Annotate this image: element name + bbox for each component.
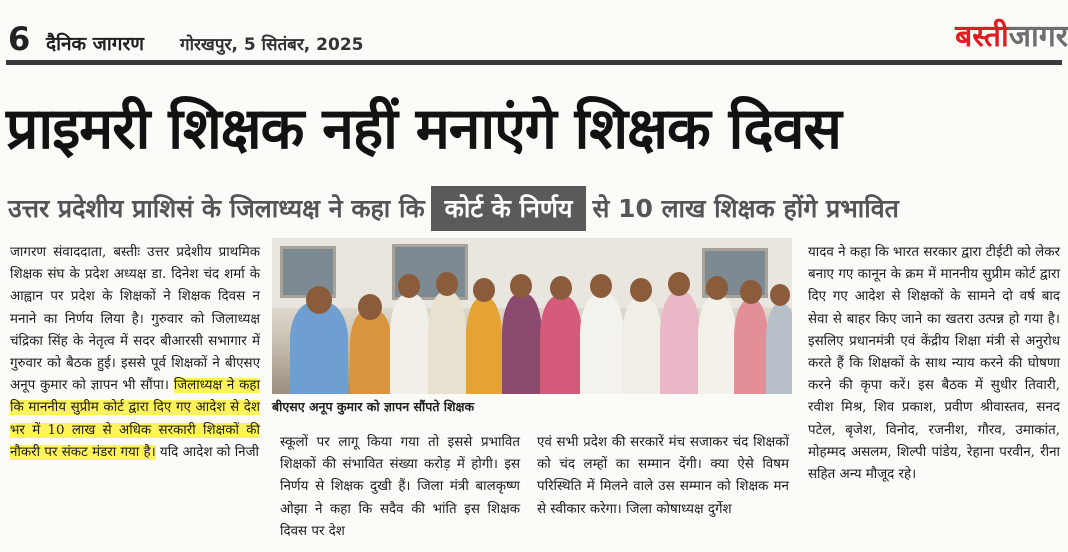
photo-person (698, 296, 736, 394)
photo-person (290, 302, 348, 394)
photo-person (660, 292, 700, 394)
article-column-3: एवं सभी प्रदेश की सरकारें मंच सजाकर चंद शिक्षकों को चंद लम्हों का सम्मान देंगी। क्या ऐसे विषम परिस्थिति में मिलने वाले उस सम्मान को शिक्षक मन से स्वीकार करेगा। जिला कोषाध्यक्ष दुर्गेश (537, 435, 789, 517)
photo-person-head (740, 280, 762, 304)
news-photo (272, 238, 792, 394)
city-date: गोरखपुर, 5 सितंबर, 2025 (180, 35, 364, 55)
article-headline: प्राइमरी शिक्षक नहीं मनाएंगे शिक्षक दिवस (6, 96, 841, 162)
photo-person-head (668, 272, 690, 296)
photo-person (502, 294, 542, 394)
subhead-lead: उत्तर प्रदेशीय प्राशिसं के जिलाध्यक्ष ने कहा कि (8, 194, 425, 223)
subhead-highlight: कोर्ट के निर्णय (431, 186, 587, 231)
photo-person-head (706, 276, 728, 300)
photo-person-head (436, 272, 458, 296)
page-number: 6 (8, 20, 31, 58)
photo-person (540, 296, 582, 394)
photo-person-head (510, 274, 532, 298)
photo-person-head (473, 278, 495, 302)
photo-person (390, 294, 430, 394)
photo-person (580, 294, 624, 394)
edition-brand-logo (955, 14, 1068, 55)
article-subhead (8, 184, 1064, 234)
photo-person (622, 298, 662, 394)
photo-person-head (398, 274, 420, 298)
brand-part-basti: बस्ती (955, 19, 1009, 54)
photo-person-head (306, 286, 332, 314)
highlighted-quote: जिलाध्यक्ष ने कहा कि माननीय सुप्रीम कोर्ट द्वारा दिए गए आदेश से देश भर में 10 लाख से अधिक सरकारी शिक्षकों की नौकरी पर संकट मंडरा गया है। (10, 378, 260, 460)
article-column-1 (10, 242, 260, 464)
masthead (0, 0, 1068, 58)
photo-person-head (590, 274, 612, 298)
photo-person-head (550, 276, 572, 300)
subhead-tail: से 10 लाख शिक्षक होंगे प्रभावित (592, 194, 899, 223)
photo-person (734, 300, 768, 394)
photo-person (350, 310, 392, 394)
photo-caption: बीएसए अनूप कुमार को ज्ञापन सौंपते शिक्षक (272, 399, 475, 414)
photo-person (766, 304, 792, 394)
photo-person-head (630, 278, 652, 302)
photo-person-head (770, 284, 790, 306)
brand-part-jagran: जागर (1008, 19, 1068, 54)
column-1-text: जागरण संवाददाता, बस्तीः उत्तर प्रदेशीय प्राथमिक शिक्षक संघ के प्रदेश अध्यक्ष डा. दिनेश चंद शर्मा के आह्वान पर प्रदेश के शिक्षकों ने शिक्षक दिवस न मनाने का निर्णय लिया है। गुरुवार को जिलाध्यक्ष चंद्रिका सिंह के नेतृत्व में सदर बीआरसी सभागार में गुरुवार को बैठक हुई। इससे पूर्व शिक्षकों ने बीएसए अनूप कुमार को ज्ञापन भी सौंपा। (10, 245, 260, 394)
photo-person-head (358, 294, 382, 320)
article-column-2: स्कूलों पर लागू किया गया तो इससे प्रभावित शिक्षकों की संभावित संख्या करोड़ में होगी। इस निर्णय से शिक्षक दुखी हैं। जिला मंत्री बालकृष्ण ओझा ने कहा कि सदैव की भांति इस शिक्षक दिवस पर देश (280, 435, 520, 539)
newspaper-name: दैनिक जागरण (46, 33, 144, 55)
column-1-tail: यदि आदेश को निजी (159, 444, 259, 460)
article-column-4: यादव ने कहा कि भारत सरकार द्वारा टीईटी को लेकर बनाए गए कानून के क्रम में माननीय सुप्रीम कोर्ट द्वारा दिए गए आदेश से शिक्षकों के सामने दो वर्ष बाद सेवा से बाहर किए जाने का खतरा उत्पन्न हो गया है। इसलिए प्रधानमंत्री एवं केंद्रीय शिक्षा मंत्री से अनुरोध करते हैं कि शिक्षकों के साथ न्याय करने की घोषणा करने की कृपा करें। इस बैठक में सुधीर तिवारी, रवीश मिश्र, शिव प्रकाश, प्रवीण श्रीवास्तव, सनद पटेल, बृजेश, विनोद, रजनीश, गौरव, उमाकांत, मोहम्मद असलम, शिल्पी पांडेय, रेहाना परवीन, रीना सहित अन्य मौजूद रहे। (808, 245, 1060, 483)
masthead-rule (6, 60, 1062, 65)
photo-person (428, 292, 466, 394)
photo-person (466, 298, 502, 394)
